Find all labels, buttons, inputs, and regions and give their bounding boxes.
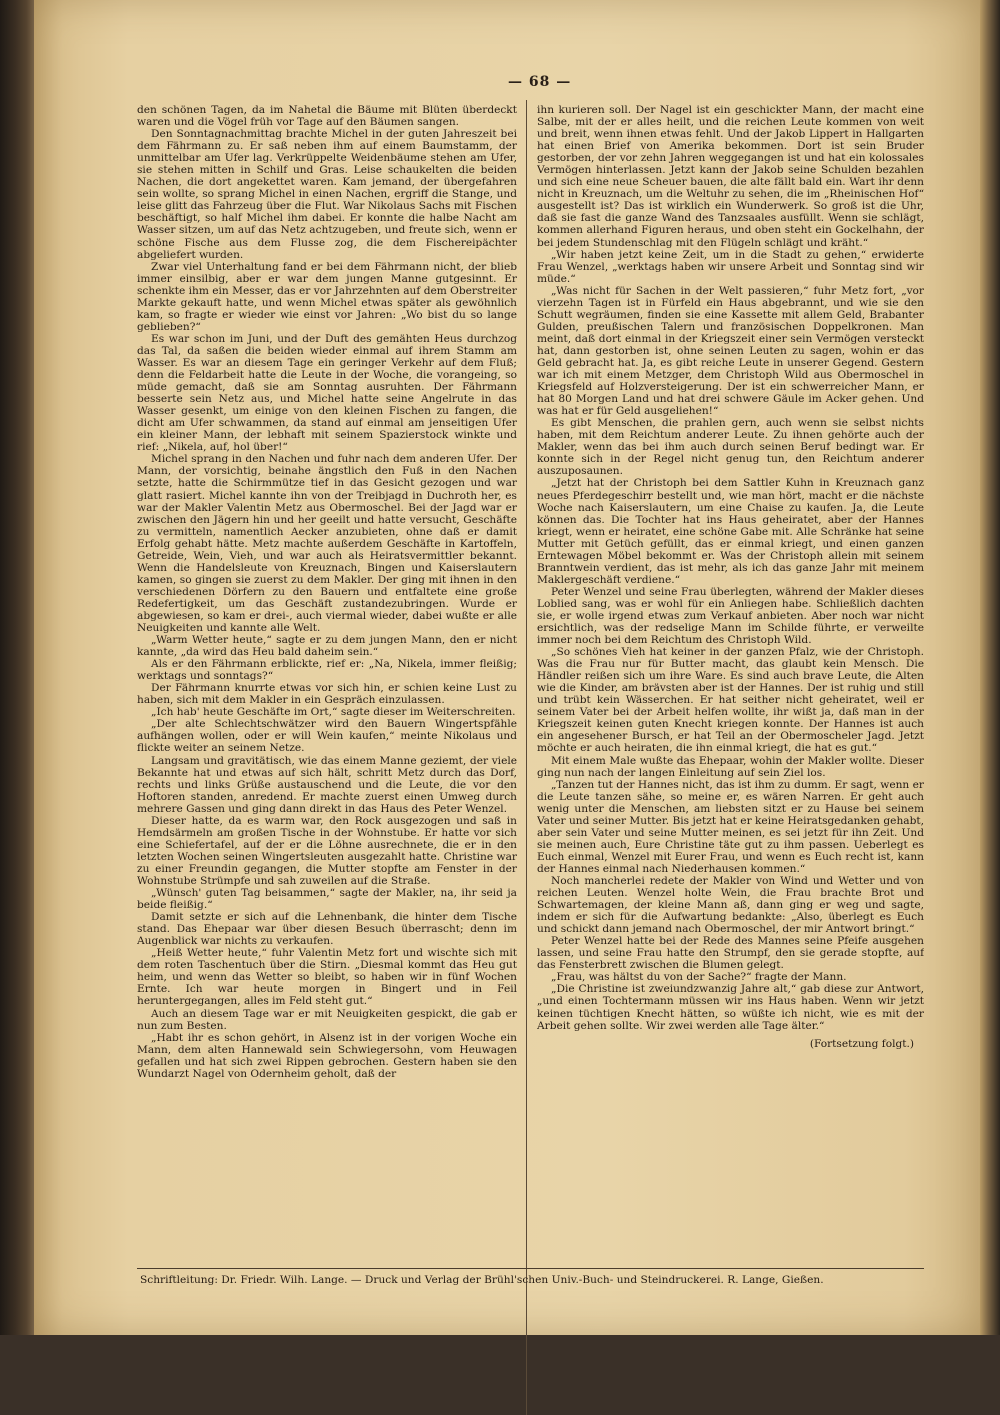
footer-rule: [137, 1268, 924, 1269]
page-edge: [980, 0, 1000, 1335]
paragraph: Dieser hatte, da es warm war, den Rock ausgezogen und saß in Hemdsärmeln am großen Tische in der Wohnstube. Er hatte vor sich eine Schiefertafel, auf der er die Löhne ausrechnete, die er in den letzten Wochen seinen Wingertsleuten ausgezahlt hatte. Christine war zu einer Freundin gegangen, die Mutter stopfte am Fenster in der Wohnstube Strümpfe und sah zuweilen auf die Straße.: [137, 814, 517, 887]
book-binding: [0, 0, 38, 1335]
paragraph: Zwar viel Unterhaltung fand er bei dem Fährmann nicht, der blieb immer einsilbig, aber er war dem jungen Manne gutgesinnt. Er schenkte ihm ein Messer, das er vor Jahrzehnten auf dem Oberstreiter Markte gekauft hatte, und wenn Michel etwas später als gewöhnlich kam, so fragte er wieder wie einst vor Jahren: „Wo bist du so lange geblieben?“: [137, 260, 517, 333]
paragraph: „Wir haben jetzt keine Zeit, um in die Stadt zu gehen,“ erwiderte Frau Wenzel, „werktags haben wir unsere Arbeit und Sonntag sind wir müde.“: [537, 248, 924, 285]
column-divider: [526, 100, 527, 1415]
paragraph: Peter Wenzel hatte bei der Rede des Mannes seine Pfeife ausgehen lassen, und seine Frau hatte den Strumpf, den sie gerade stopfte, auf das Fensterbrett zwischen die Blumen gelegt.: [537, 935, 924, 972]
paragraph: „Heiß Wetter heute,“ fuhr Valentin Metz fort und wischte sich mit dem roten Taschentuch über die Stirn. „Diesmal kommt das Heu gut heim, und wenn das Wetter so bleibt, so haben wir in fünf Wochen Ernte. Ich war heute morgen in Bingert und in Feil heruntergegangen, alles im Feld steht gut.“: [137, 947, 517, 1008]
paragraph: „Wünsch' guten Tag beisammen,“ sagte der Makler, na, ihr seid ja beide fleißig.“: [137, 887, 517, 912]
paragraph: Langsam und gravitätisch, wie das einem Manne geziemt, der viele Bekannte hat und etwas auf sich hält, schritt Metz durch das Dorf, rechts und links Grüße austauschend und die Leute, die vor den Hoftoren standen, anredend. Er machte zuerst einen Umweg durch mehrere Gassen und ging dann direkt in das Haus des Peter Wenzel.: [137, 754, 517, 815]
left-column: [137, 104, 517, 1324]
paragraph: Noch mancherlei redete der Makler von Wind und Wetter und von reichen Leuten. Wenzel holte Wein, die Frau brachte Brot und Schwartemagen, der kleine Mann aß, dann ging er weg und sagte, indem er sich für die Aufwartung bedankte: „Also, überlegt es Euch und schickt dann jemand nach Obermoschel, der mir Antwort bringt.“: [537, 875, 924, 936]
paragraph: Der Fährmann knurrte etwas vor sich hin, er schien keine Lust zu haben, sich mit dem Makler in ein Gespräch einzulassen.: [137, 682, 517, 707]
paragraph: „Jetzt hat der Christoph bei dem Sattler Kuhn in Kreuznach ganz neues Pferdegeschirr bestellt und, wie man hört, macht er die nächste Woche nach Kaiserslautern, um eine Chaise zu kaufen. Ja, die Leute können das. Die Tochter hat ins Haus geheiratet, aber der Hannes kriegt, wenn er heiratet, eine schöne Gabe mit. Alle Schränke hat seine Mutter mit Getüch gefüllt, das er einmal kriegt, und einen ganzen Erntewagen Möbel bekommt er. Was der Christoph allein mit seinem Branntwein verdient, das ist mehr, als ich das ganze Jahr mit meinem Maklergeschäft verdiene.“: [537, 477, 924, 586]
paragraph: den schönen Tagen, da im Nahetal die Bäume mit Blüten überdeckt waren und die Vögel früh vor Tage auf den Bäumen sangen.: [137, 104, 517, 129]
paragraph: „So schönes Vieh hat keiner in der ganzen Pfalz, wie der Christoph. Was die Frau nur für Butter macht, das glaubt kein Mensch. Die Händler reißen sich um ihre Ware. Es sind auch brave Leute, die Alten wie die Kinder, am brävsten aber ist der Hannes. Der ist ruhig und still und trübt kein Wässerchen. Er hat seither nicht geheiratet, weil er seinem Vater bei der Arbeit helfen wollte, ihr wißt ja, daß man in der Kriegszeit keinen guten Knecht kriegen konnte. Der Hannes ist auch ein angesehener Bursch, er hat Teil an der Obermoscheler Jagd. Jetzt möchte er auch heiraten, die ihn einmal kriegt, die hat es gut.“: [537, 646, 924, 755]
paragraph: Es war schon im Juni, und der Duft des gemähten Heus durchzog das Tal, da saßen die beiden wieder einmal auf ihrem Stamm am Wasser. Es war an diesem Tage ein geringer Verkehr auf dem Fluß; denn die Feldarbeit hatte die Leute in der Woche, die vorangeing, so müde gemacht, daß sie am Sonntag ausruhten. Der Fährmann besserte sein Netz aus, und Michel hatte seine Angelrute in das Wasser gesenkt, um einige von den kleinen Fischen zu fangen, die dicht am Ufer schwammen, da stand auf einmal am jenseitigen Ufer ein kleiner Mann, der lebhaft mit seinem Spazierstock winkte und rief: „Nikela, auf, hol über!“: [137, 332, 517, 454]
paragraph: „Warm Wetter heute,“ sagte er zu dem jungen Mann, den er nicht kannte, „da wird das Heu bald daheim sein.“: [137, 634, 517, 659]
right-column: [537, 104, 924, 1324]
paragraph: Den Sonntagnachmittag brachte Michel in der guten Jahreszeit bei dem Fährmann zu. Er saß neben ihm auf einem Baumstamm, der unmittelbar am Ufer lag. Verkrüppelte Weidenbäume stehen am Ufer, sie stehen mitten in Schilf und Gras. Leise schaukelten die beiden Nachen, die dort angekettet waren. Kam jemand, der übergefahren sein wollte, so sprang Michel in einen Nachen, ergriff die Stange, und leise glitt das Fahrzeug über die Flut. War Nikolaus Sachs mit Fischen beschäftigt, so half Michel ihm dabei. Er konnte die halbe Nacht am Wasser sitzen, um auf das Netz achtzugeben, und freute sich, wenn er schöne Fische aus dem Flusse zog, die dem Fischereipächter abgeliefert wurden.: [137, 128, 517, 261]
page-number: — 68 —: [508, 74, 572, 90]
paragraph: „Die Christine ist zweiundzwanzig Jahre alt,“ gab diese zur Antwort, „und einen Tochtermann müssen wir ins Haus haben. Wenn wir jetzt keinen tüchtigen Knecht hätten, so wüßte ich nicht, wie es mit der Arbeit gehen sollte. Wir zwei werden alle Tage älter.“: [537, 983, 924, 1032]
paragraph: Michel sprang in den Nachen und fuhr nach dem anderen Ufer. Der Mann, der vorsichtig, beinahe ängstlich den Fuß in den Nachen setzte, hatte die Schirmmütze tief in das Gesicht gezogen und war glatt rasiert. Michel kannte ihn von der Treibjagd in Duchroth her, es war der Makler Valentin Metz aus Obermoschel. Bei der Jagd war er zwischen den Jägern hin und her geeilt und hatte versucht, Geschäfte zu vermitteln, namentlich Aecker anzubieten, ohne daß er damit Erfolg gehabt hätte. Metz machte außerdem Geschäfte in Kartoffeln, Getreide, Wein, Vieh, und war auch als Heiratsvermittler bekannt. Wenn die Handelsleute von Kreuznach, Bingen und Kaiserslautern kamen, so gingen sie zuerst zu dem Makler. Der ging mit ihnen in den verschiedenen Dörfern zu den Bauern und entfaltete eine große Redefertigkeit, um das Geschäft zustandezubringen. Wurde er abgewiesen, so kam er drei-, auch viermal wieder, dabei wußte er alle Neuigkeiten und kannte alle Welt.: [137, 453, 517, 635]
paragraph: Damit setzte er sich auf die Lehnenbank, die hinter dem Tische stand. Das Ehepaar war über diesen Besuch überrascht; denn im Augenblick war nichts zu verkaufen.: [137, 911, 517, 948]
paragraph: Als er den Fährmann erblickte, rief er: „Na, Nikela, immer fleißig; werktags und sonntags?“: [137, 658, 517, 683]
paragraph: Es gibt Menschen, die prahlen gern, auch wenn sie selbst nichts haben, mit dem Reichtum anderer Leute. Zu ihnen gehörte auch der Makler, wenn das bei ihm auch durch seinen Beruf bedingt war. Er konnte sich in der Regel nicht genug tun, den Reichtum anderer auszuposaunen.: [537, 417, 924, 478]
paragraph: ihn kurieren soll. Der Nagel ist ein geschickter Mann, der macht eine Salbe, mit der er alles heilt, und die reichen Leute kommen von weit und breit, wenn ihnen etwas fehlt. Und der Jakob Lippert in Hallgarten hat einen Brief von Amerika bekommen. Dort ist sein Bruder gestorben, der vor zehn Jahren weggegangen ist und hat ein kolossales Vermögen hinterlassen. Jetzt kann der Jakob seine Schulden bezahlen und sich eine neue Scheuer bauen, die alte fällt bald ein. Wart ihr denn nicht in Kreuznach, um die Weltuhr zu sehen, die im „Rheinischen Hof“ ausgestellt ist? Das ist wirklich ein Wunderwerk. So groß ist die Uhr, daß sie fast die ganze Wand des Tanzsaales ausfüllt. Wenn sie schlägt, kommen allerhand Figuren heraus, und oben steht ein Gockelhahn, der bei jedem Stundenschlag mit den Flügeln schlägt und kräht.“: [537, 104, 924, 249]
paragraph: „Was nicht für Sachen in der Welt passieren,“ fuhr Metz fort, „vor vierzehn Tagen ist in Fürfeld ein Haus abgebrannt, und wie sie den Schutt wegräumen, finden sie eine Kassette mit allem Geld, Brabanter Gulden, preußischen Talern und französischen Doppelkronen. Man meint, daß dort einmal in der Kriegszeit einer sein Vermögen versteckt hat, dann gestorben ist, ohne seinen Leuten zu sagen, wohin er das Geld gebracht hat. Ja, es gibt reiche Leute in unserer Gegend. Gestern war ich mit einem Metzger, dem Christoph Wild aus Obermoschel in Kriegsfeld auf Holzversteigerung. Der ist ein schwerreicher Mann, er hat 80 Morgen Land und hat drei schwere Gäule im Acker gehen. Und was hat er für Geld ausgeliehen!“: [537, 284, 924, 418]
paragraph: Auch an diesem Tage war er mit Neuigkeiten gespickt, die gab er nun zum Besten.: [137, 1007, 517, 1032]
paragraph: „Frau, was hältst du von der Sache?“ fragte der Mann.: [551, 971, 847, 984]
imprint-footer: Schriftleitung: Dr. Friedr. Wilh. Lange. — Druck und Verlag der Brühl'schen Univ.-Buch- und Steindruckerei. R. Lange, Gießen.: [140, 1274, 824, 1286]
paragraph: „Der alte Schlechtschwätzer wird den Bauern Wingertspfähle aufhängen wollen, oder er will Wein kaufen,“ meinte Nikolaus und flickte weiter an seinem Netze.: [137, 718, 517, 755]
paragraph: „Tanzen tut der Hannes nicht, das ist ihm zu dumm. Er sagt, wenn er die Leute tanzen sähe, so meine er, es wären Narren. Er geht auch wenig unter die Menschen, am liebsten sitzt er zu Hause bei seinem Vater und seiner Mutter. Bis jetzt hat er keine Heiratsgedanken gehabt, aber sein Vater und seine Mutter meinen, es sei jetzt für ihn Zeit. Und sie meinen auch, Eure Christine täte gut zu ihm passen. Ueberlegt es Euch einmal, Wenzel mit Eurer Frau, und wenn es Euch recht ist, kann der Hannes einmal nach Niederhausen kommen.“: [537, 778, 924, 875]
paragraph: Peter Wenzel und seine Frau überlegten, während der Makler dieses Loblied sang, was er wohl für ein Anliegen habe. Schließlich dachten sie, er wolle irgend etwas zum Verkauf anbieten. Aber noch war nicht ersichtlich, was der redselige Mann im Schilde führte, er verweilte immer noch bei dem Reichtum des Christoph Wild.: [537, 585, 924, 647]
paragraph: „Habt ihr es schon gehört, in Alsenz ist in der vorigen Woche ein Mann, dem alten Hannewald sein Schwiegersohn, vom Heuwagen gefallen und hat sich zwei Rippen gebrochen. Gestern haben sie den Wundarzt Nagel von Odernheim geholt, daß der: [137, 1031, 517, 1080]
paragraph: „Ich hab' heute Geschäfte im Ort,“ sagte dieser im Weiterschreiten.: [151, 706, 516, 719]
paragraph: Mit einem Male wußte das Ehepaar, wohin der Makler wollte. Dieser ging nun nach der langen Einleitung auf sein Ziel los.: [537, 754, 924, 779]
continuation-note: (Fortsetzung folgt.): [809, 1037, 914, 1050]
